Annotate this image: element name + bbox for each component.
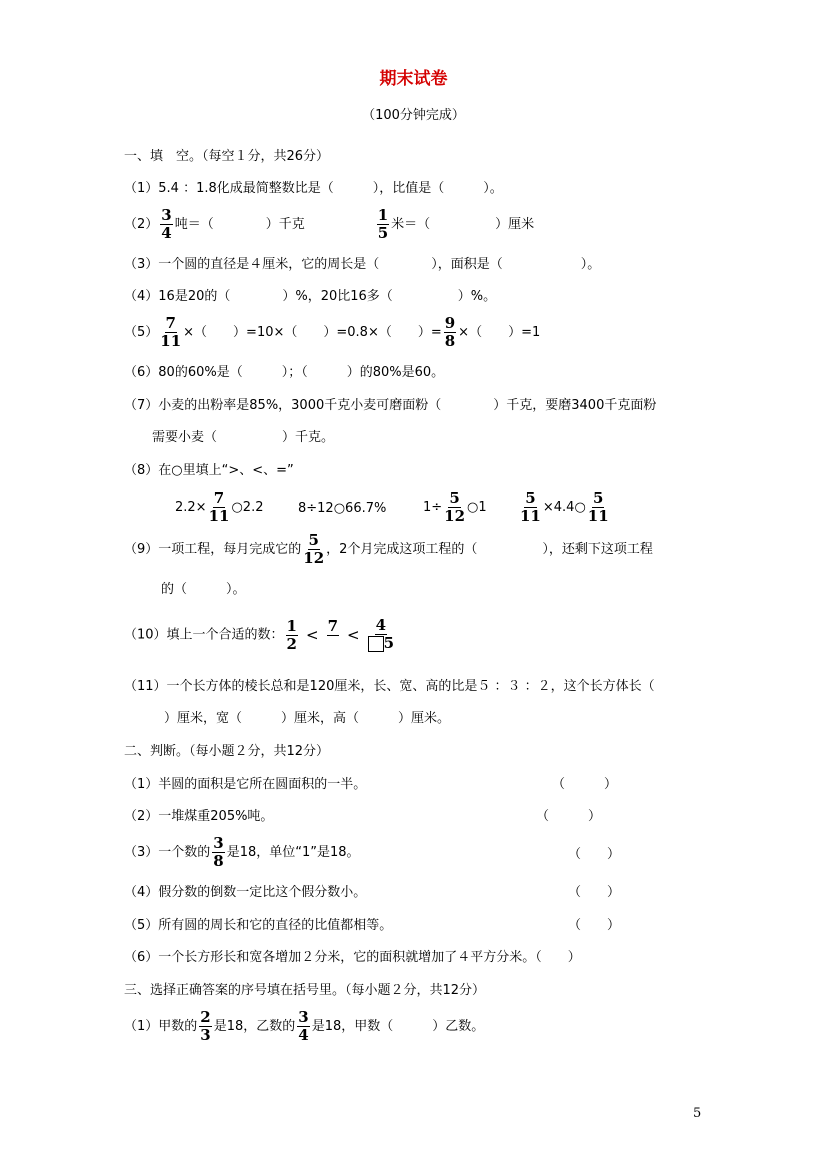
question-1-3: （3）一个圆的直径是４厘米，它的周长是（ ），面积是（ ）。	[124, 257, 601, 272]
judge-6: （6）一个长方形长和宽各增加２分米，它的面积就增加了４平方分米。（ ）	[124, 950, 581, 965]
fraction: $\frac{1}{5}$	[377, 206, 389, 242]
fraction: $\frac{5}{11}$	[520, 489, 541, 525]
fraction: $\frac{5}{12}$	[444, 489, 466, 525]
question-1-9-line-1: （9）一项工程，每月完成它的 $\frac{5}{12}$ ，2个月完成这项工程的（ ），还剩下这项工程	[124, 531, 653, 567]
judge-4: （4）假分数的倒数一定比这个假分数小。	[124, 885, 367, 900]
fraction: $\frac{3}{4}$	[161, 206, 172, 242]
question-1-5: （5） $\frac{7}{11}$ ×（ ）=10×（ ）=0.8×（ ）= $\frac{9}{8}$ ×（ ）=1	[124, 314, 541, 350]
judge-5-paren: （ ）	[568, 918, 621, 933]
question-1-8: （8）在○里填上“>、<、=”	[124, 463, 294, 478]
judge-1: （1）半圆的面积是它所在圆面积的一半。	[124, 777, 367, 792]
fraction: $\frac{3}{4}$	[298, 1008, 309, 1044]
question-1-8-expr-3: 1÷ $\frac{5}{12}$ ○1	[423, 489, 487, 525]
question-1-1: （1）5.4 ：1.8化成最简整数比是（ ），比值是（ ）。	[124, 181, 503, 196]
judge-2: （2）一堆煤重205%吨。	[124, 809, 274, 824]
question-1-2: （2） $\frac{3}{4}$ 吨＝（ ）千克 $\frac{1}{5}$ 米＝（ ）厘米	[124, 206, 535, 242]
fraction: $\frac{2}{3}$	[200, 1008, 211, 1044]
judge-3-paren: （ ）	[568, 847, 621, 862]
answer-box[interactable]	[368, 636, 384, 652]
judge-2-paren: （ ）	[536, 809, 602, 824]
judge-5: （5）所有圆的周长和它的直径的比值都相等。	[124, 918, 393, 933]
page-number: 5	[693, 1106, 702, 1121]
question-1-8-expr-1: 2.2× $\frac{7}{11}$ ○2.2	[175, 489, 264, 525]
judge-3: （3）一个数的 $\frac{3}{8}$ 是18，单位“1”是18。	[124, 834, 360, 870]
section-3-heading: 三、选择正确答案的序号填在括号里。（每小题２分，共12分）	[124, 983, 486, 998]
section-1-heading: 一、填 空。（每空１分，共26分）	[124, 149, 330, 164]
fraction: $\frac{9}{8}$	[444, 314, 456, 350]
question-1-7-line-1: （7）小麦的出粉率是85%，3000千克小麦可磨面粉（ ）千克，要磨3400千克面粉	[124, 398, 657, 413]
fraction: $\frac{5}{12}$	[303, 531, 325, 567]
question-1-9-line-2: 的（ ）。	[161, 582, 246, 597]
fraction: $\frac{5}{11}$	[587, 489, 609, 525]
fraction: $\frac{1}{2}$	[286, 616, 297, 653]
question-1-4: （4）16是20的（ ）%，20比16多（ ）%。	[124, 289, 497, 304]
question-1-11-line-1: （11）一个长方体的棱长总和是120厘米，长、宽、高的比是５ ：３ ：２，这个长方体长（	[124, 679, 655, 694]
fraction: $\frac{7}{11}$	[208, 489, 230, 525]
choice-1: （1）甲数的 $\frac{2}{3}$ 是18，乙数的 $\frac{3}{4}$ 是18，甲数（ ）乙数。	[124, 1008, 485, 1044]
question-1-7-line-2: 需要小麦（ ）千克。	[152, 430, 335, 445]
question-1-8-expr-4: $\frac{5}{11}$ ×4.4○ $\frac{5}{11}$	[520, 489, 609, 525]
judge-1-paren: （ ）	[552, 777, 618, 792]
fraction: $\frac{3}{8}$	[213, 834, 224, 870]
exam-subtitle: （100分钟完成）	[362, 108, 465, 123]
fraction-blank-box: $\frac{4}{5}$	[368, 618, 394, 652]
exam-title: 期末试卷	[379, 69, 448, 89]
question-1-10: （10）填上一个合适的数： $\frac{1}{2}$ < 7 < $\frac{4}{5}$	[124, 616, 395, 653]
question-1-11-line-2: ）厘米，宽（ ）厘米，高（ ）厘米。	[164, 711, 451, 726]
judge-4-paren: （ ）	[568, 885, 621, 900]
question-1-6: （6）80的60%是（ ）；（ ）的80%是60。	[124, 365, 445, 380]
section-2-heading: 二、判断。（每小题２分，共12分）	[124, 744, 330, 759]
fraction-blank-denominator: 7	[327, 616, 338, 635]
question-1-8-expr-2: 8÷12○66.7%	[298, 501, 387, 516]
fraction: $\frac{7}{11}$	[160, 314, 182, 350]
